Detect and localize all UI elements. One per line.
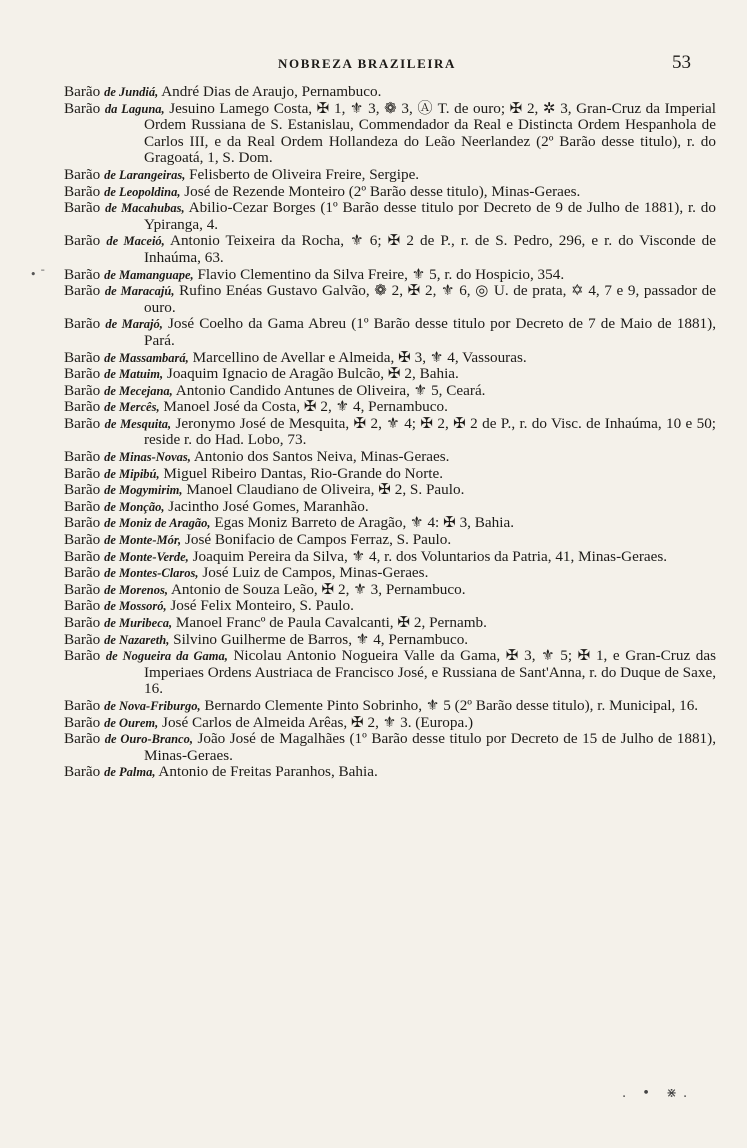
list-item xyxy=(64,283,716,316)
list-item xyxy=(64,399,716,416)
entry-prefix: Barão xyxy=(64,165,101,183)
list-item xyxy=(64,167,716,184)
entry-title: de Monte-Mór, xyxy=(104,533,182,548)
entry-title: de Mecejana, xyxy=(104,383,173,398)
entry-title: de Larangeiras, xyxy=(104,167,186,182)
list-item xyxy=(64,648,716,698)
entry-title: de Leopoldina, xyxy=(104,184,181,199)
page-header xyxy=(0,52,747,82)
entry-text: Antonio de Freitas Paranhos, Bahia. xyxy=(158,763,378,781)
entry-prefix: Barão xyxy=(64,763,101,781)
entry-text: Antonio de Souza Leão, ✠ 2, ⚜ 3, Pernambuco. xyxy=(170,580,466,598)
entry-text: Flavio Clementino da Silva Freire, ⚜ 5, r. do Hospicio, 354. xyxy=(197,265,565,283)
entry-title: de Morenos, xyxy=(104,582,168,597)
list-item xyxy=(64,383,716,400)
list-item xyxy=(64,598,716,615)
entry-prefix: Barão xyxy=(64,232,101,250)
margin-mark-corner: . • ⋇. xyxy=(622,1086,694,1101)
entry-text: José Felix Monteiro, S. Paulo. xyxy=(170,597,354,615)
entry-text: Jacintho José Gomes, Maranhão. xyxy=(168,497,369,515)
list-item xyxy=(64,515,716,532)
entry-text: Jesuino Lamego Costa, ✠ 1, ⚜ 3, ❁ 3, Ⓐ T. de ouro; ✠ 2, ✲ 3, Gran-Cruz da Imperial Ordem Russiana de S. Estanislau, Commendador da Real e Distincta Ordem Hespanhola de Carlos III, e da Real Ordem Hollandeza do Leão Neerlandez (2º Barão desse titulo), r. do Gragoatá, 1, S. Dom. xyxy=(144,99,717,167)
entry-text: José Carlos de Almeida Arêas, ✠ 2, ⚜ 3. (Europa.) xyxy=(162,713,474,731)
entry-text: Silvino Guilherme de Barros, ⚜ 4, Pernambuco. xyxy=(173,630,469,648)
entry-prefix: Barão xyxy=(64,265,101,283)
entry-prefix: Barão xyxy=(64,647,101,665)
entry-title: de Mamanguape, xyxy=(104,267,194,282)
entry-prefix: Barão xyxy=(64,547,101,565)
entry-title: de Mipibú, xyxy=(104,466,160,481)
list-item xyxy=(64,366,716,383)
entry-list xyxy=(64,84,716,781)
entry-title: de Mesquita, xyxy=(104,416,172,431)
list-item xyxy=(64,632,716,649)
running-title: NOBREZA BRAZILEIRA xyxy=(278,56,456,71)
entry-text: Miguel Ribeiro Dantas, Rio-Grande do Norte. xyxy=(163,464,444,482)
entry-text: Felisberto de Oliveira Freire, Sergipe. xyxy=(189,165,420,183)
list-item xyxy=(64,615,716,632)
list-item xyxy=(64,101,716,167)
entry-prefix: Barão xyxy=(64,564,101,582)
entry-prefix: Barão xyxy=(64,365,101,383)
list-item xyxy=(64,200,716,233)
entry-title: de Mercês, xyxy=(104,400,160,415)
page-number: 53 xyxy=(672,52,691,73)
entry-title: de Nogueira da Gama, xyxy=(105,649,228,664)
entry-text: Jeronymo José de Mesquita, ✠ 2, ⚜ 4; ✠ 2, ✠ 2 de P., r. do Visc. de Inhaúma, 10 e 50; reside r. do Had. Lobo, 73. xyxy=(144,414,717,449)
entry-text: Joaquim Ignacio de Aragão Bulcão, ✠ 2, Bahia. xyxy=(166,365,459,383)
entry-prefix: Barão xyxy=(64,99,101,117)
entry-title: de Nazareth, xyxy=(104,632,170,647)
entry-text: Abilio-Cezar Borges (1º Barão desse titulo por Decreto de 9 de Julho de 1881), r. do Ypiranga, 4. xyxy=(144,199,716,233)
entry-title: de Massambará, xyxy=(104,350,189,365)
entry-prefix: Barão xyxy=(64,282,101,300)
entry-prefix: Barão xyxy=(64,597,101,615)
entry-text: José Bonifacio de Campos Ferraz, S. Paulo. xyxy=(184,531,452,549)
entry-prefix: Barão xyxy=(64,614,101,631)
entry-text: João José de Magalhães (1º Barão desse titulo por Decreto de 15 de Julho de 1881), Minas-Geraes. xyxy=(144,730,717,764)
entry-text: Bernardo Clemente Pinto Sobrinho, ⚜ 5 (2º Barão desse titulo), r. Municipal, 16. xyxy=(204,696,699,714)
entry-title: de Ouro-Branco, xyxy=(104,732,193,747)
list-item xyxy=(64,316,716,349)
list-item xyxy=(64,532,716,549)
entry-prefix: Barão xyxy=(64,381,101,399)
list-item xyxy=(64,350,716,367)
entry-text: Antonio dos Santos Neiva, Minas-Geraes. xyxy=(193,448,450,466)
entry-title: de Marajó, xyxy=(105,317,163,332)
entry-title: de Matuim, xyxy=(104,367,164,382)
entry-title: de Jundiá, xyxy=(104,85,159,99)
list-item xyxy=(64,499,716,516)
entry-title: de Mossoró, xyxy=(104,599,167,614)
entry-title: de Montes-Claros, xyxy=(104,566,199,581)
entry-prefix: Barão xyxy=(64,514,101,532)
list-item xyxy=(64,698,716,715)
list-item xyxy=(64,715,716,732)
entry-prefix: Barão xyxy=(64,182,101,200)
entry-prefix: Barão xyxy=(64,580,101,598)
list-item xyxy=(64,549,716,566)
margin-mark-left: • ¯ xyxy=(30,268,46,281)
entry-prefix: Barão xyxy=(64,83,101,100)
entry-title: de Minas-Novas, xyxy=(104,450,191,465)
entry-prefix: Barão xyxy=(64,730,101,748)
entry-prefix: Barão xyxy=(64,348,101,366)
list-item xyxy=(64,582,716,599)
entry-prefix: Barão xyxy=(64,630,101,648)
list-item xyxy=(64,84,716,101)
entry-title: de Nova-Friburgo, xyxy=(104,698,201,713)
entry-title: de Mogymirim, xyxy=(104,483,183,498)
entry-title: de Monção, xyxy=(104,499,165,514)
entry-title: de Palma, xyxy=(104,765,156,780)
list-item xyxy=(64,482,716,499)
entry-prefix: Barão xyxy=(64,315,101,333)
entry-prefix: Barão xyxy=(64,696,101,714)
list-item xyxy=(64,466,716,483)
entry-text: Manoel Claudiano de Oliveira, ✠ 2, S. Paulo. xyxy=(186,481,465,499)
entry-text: José Luiz de Campos, Minas-Geraes. xyxy=(202,564,429,582)
entry-text: José de Rezende Monteiro (2º Barão desse titulo), Minas-Geraes. xyxy=(184,182,581,200)
entry-text: Egas Moniz Barreto de Aragão, ⚜ 4: ✠ 3, Bahia. xyxy=(214,514,515,532)
entry-title: de Moniz de Aragão, xyxy=(104,516,211,531)
entry-title: de Maracajú, xyxy=(104,284,175,299)
list-item xyxy=(64,731,716,764)
entry-prefix: Barão xyxy=(64,481,101,499)
entry-prefix: Barão xyxy=(64,531,101,549)
entry-text: Rufino Enéas Gustavo Galvão, ❁ 2, ✠ 2, ⚜ 6, ◎ U. de prata, ✡ 4, 7 e 9, passador de ouro. xyxy=(144,282,717,316)
entry-text: Antonio Candido Antunes de Oliveira, ⚜ 5, Ceará. xyxy=(175,381,486,399)
entry-text: Marcellino de Avellar e Almeida, ✠ 3, ⚜ 4, Vassouras. xyxy=(192,348,527,366)
entry-prefix: Barão xyxy=(64,199,101,217)
entry-prefix: Barão xyxy=(64,497,101,515)
list-item xyxy=(64,267,716,284)
entry-text: Joaquim Pereira da Silva, ⚜ 4, r. dos Voluntarios da Patria, 41, Minas-Geraes. xyxy=(192,547,668,565)
list-item xyxy=(64,565,716,582)
entry-text: Manoel Francº de Paula Cavalcanti, ✠ 2, Pernamb. xyxy=(175,614,487,631)
entry-prefix: Barão xyxy=(64,414,101,432)
entry-text: Antonio Teixeira da Rocha, ⚜ 6; ✠ 2 de P., r. de S. Pedro, 296, e r. do Visconde de Inhaúma, 63. xyxy=(144,232,717,266)
list-item xyxy=(64,449,716,466)
list-item xyxy=(64,764,716,781)
entry-text: Manoel José da Costa, ✠ 2, ⚜ 4, Pernambuco. xyxy=(163,398,448,416)
list-item xyxy=(64,184,716,201)
entry-text: Nicolau Antonio Nogueira Valle da Gama, ✠ 3, ⚜ 5; ✠ 1, e Gran-Cruz das Imperiaes Ordens Austriaca de Francisco José, e Russiana de Sant'Anna, r. do Duque de Saxe, 16. xyxy=(144,647,717,698)
entry-text: José Coelho da Gama Abreu (1º Barão desse titulo por Decreto de 7 de Maio de 1881), Pará. xyxy=(144,315,716,349)
entry-prefix: Barão xyxy=(64,464,101,482)
entry-text: André Dias de Araujo, Pernambuco. xyxy=(161,83,382,100)
entry-title: de Monte-Verde, xyxy=(104,549,189,564)
list-item xyxy=(64,416,716,449)
entry-title: de Ourem, xyxy=(104,715,159,730)
entry-title: da Laguna, xyxy=(104,101,165,116)
entry-prefix: Barão xyxy=(64,398,101,416)
entry-title: de Muribeca, xyxy=(104,616,173,630)
entry-title: de Maceió, xyxy=(106,234,165,249)
entry-title: de Macahubas, xyxy=(105,201,185,216)
entry-prefix: Barão xyxy=(64,713,101,731)
entry-prefix: Barão xyxy=(64,448,101,466)
list-item xyxy=(64,233,716,266)
